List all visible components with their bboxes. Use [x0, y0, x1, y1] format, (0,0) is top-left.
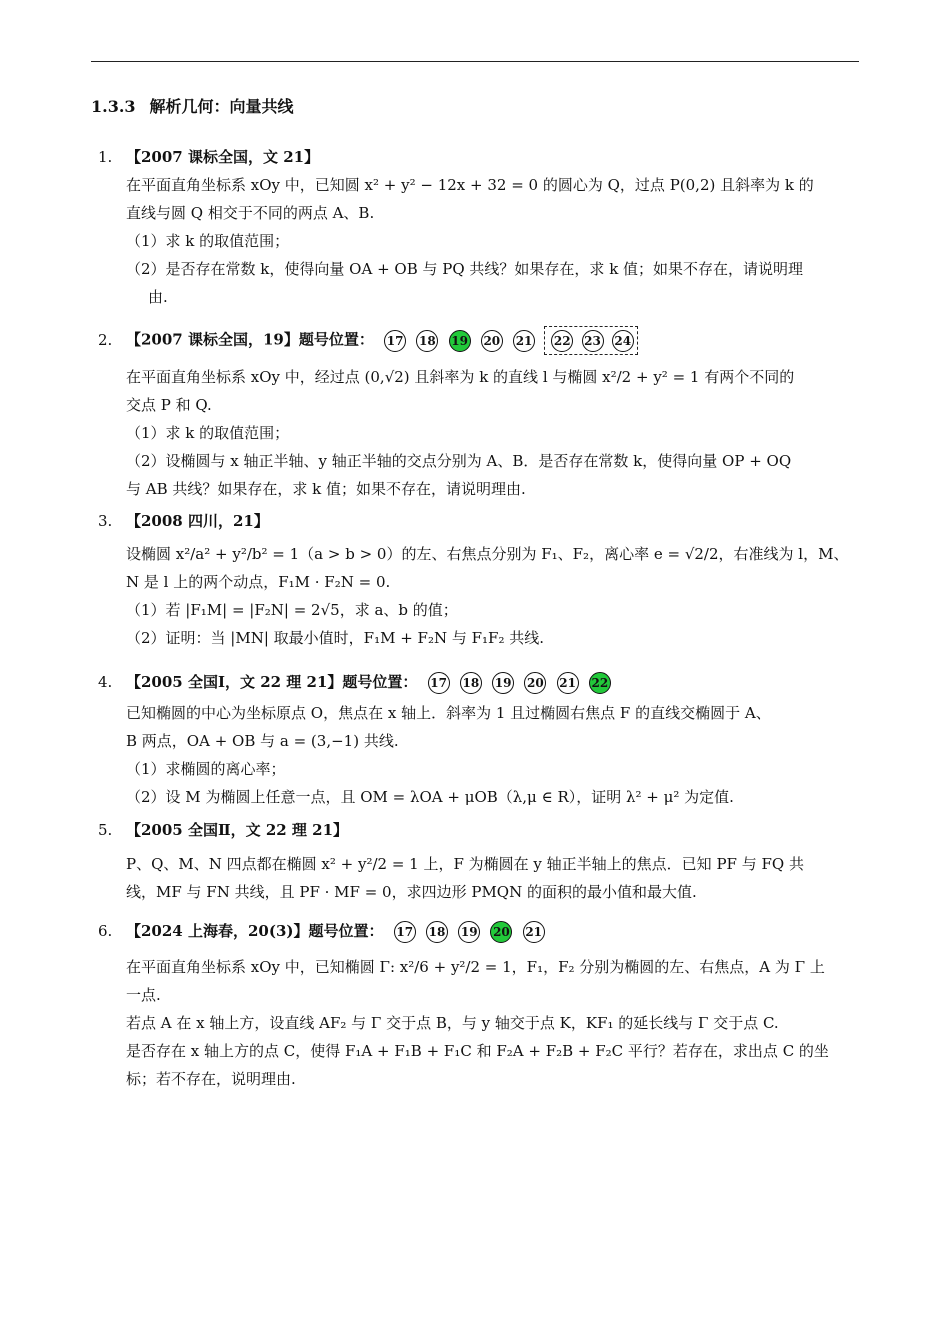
position-label: 题号位置：	[298, 330, 374, 349]
problem-number: 1.	[98, 148, 113, 166]
problem-line: 线，MF 与 FN 共线，且 PF · MF = 0，求四边形 PMQN 的面积的最小值和最大值.	[126, 883, 697, 901]
problem-number: 4.	[98, 673, 113, 691]
position-circle-18: 18	[460, 672, 482, 694]
problem-line: 由.	[148, 288, 168, 306]
problem-line: （2）是否存在常数 k，使得向量 OA + OB 与 PQ 共线？如果存在，求 k 值；如果不存在，请说明理	[126, 260, 804, 278]
problem-line: 在平面直角坐标系 xOy 中，经过点 (0,√2) 且斜率为 k 的直线 l 与椭圆 x²/2 + y² = 1 有两个不同的	[126, 368, 795, 386]
position-circle-17: 17	[394, 921, 416, 943]
problem-5-body	[126, 850, 862, 906]
problem-4-body	[126, 699, 862, 811]
problem-6-body	[126, 953, 862, 1093]
problem-line: 直线与圆 Q 相交于不同的两点 A、B.	[126, 204, 375, 222]
problem-number: 6.	[98, 922, 113, 940]
position-circle-21: 21	[513, 330, 535, 352]
problem-tag: 【2005 全国Ⅰ，文 22 理 21】	[126, 673, 343, 691]
section-number: 1.3.3	[91, 97, 136, 116]
problem-1-header	[98, 146, 319, 168]
problem-tag: 【2024 上海春，20(3)】	[126, 922, 309, 940]
problem-line: 是否存在 x 轴上方的点 C，使得 F₁A + F₁B + F₁C 和 F₂A + F₂B + F₂C 平行？若存在，求出点 C 的坐	[126, 1042, 829, 1060]
position-circle-19: 19	[458, 921, 480, 943]
problem-tag: 【2008 四川，21】	[126, 512, 269, 530]
position-circle-17: 17	[384, 330, 406, 352]
position-circle-21: 21	[523, 921, 545, 943]
problem-tag: 【2007 课标全国，19】	[126, 330, 299, 349]
problem-number: 5.	[98, 821, 113, 839]
problem-line: P、Q、M、N 四点都在椭圆 x² + y²/2 = 1 上，F 为椭圆在 y 轴正半轴上的焦点．已知 PF 与 FQ 共	[126, 855, 804, 873]
problem-line: （2）证明：当 |MN| 取最小值时，F₁M + F₂N 与 F₁F₂ 共线.	[126, 629, 545, 647]
position-circle-24: 24	[612, 330, 634, 352]
problem-6-header	[98, 920, 545, 943]
section-heading: 解析几何：向量共线	[149, 97, 294, 116]
problem-line: 一点.	[126, 986, 161, 1004]
position-circle-18: 18	[416, 330, 438, 352]
problem-line: （1）求 k 的取值范围；	[126, 232, 290, 250]
problem-line: 与 AB 共线？如果存在，求 k 值；如果不存在，请说明理由.	[126, 480, 526, 498]
problem-tag: 【2007 课标全国，文 21】	[126, 148, 320, 166]
problem-number: 2.	[98, 330, 113, 349]
problem-line: 若点 A 在 x 轴上方，设直线 AF₂ 与 Γ 交于点 B，与 y 轴交于点 K，KF₁ 的延长线与 Γ 交于点 C.	[126, 1014, 779, 1032]
problem-line: 已知椭圆的中心为坐标原点 O，焦点在 x 轴上．斜率为 1 且过椭圆右焦点 F 的直线交椭圆于 A、	[126, 704, 771, 722]
problem-line: 设椭圆 x²/a² + y²/b² = 1（a > b > 0）的左、右焦点分别为 F₁、F₂，离心率 e = √2/2，右准线为 l，M、	[126, 545, 849, 563]
problem-line: （2）设 M 为椭圆上任意一点，且 OM = λOA + μOB（λ,μ ∈ R），证明 λ² + μ² 为定值.	[126, 788, 734, 806]
position-circle-17: 17	[428, 672, 450, 694]
section-title	[91, 94, 308, 117]
position-label: 题号位置：	[342, 673, 418, 691]
problem-3-body	[126, 540, 862, 652]
problem-5-header	[98, 819, 348, 841]
position-circle-20-highlighted: 20	[490, 921, 512, 943]
problem-2-header	[98, 326, 638, 355]
position-circle-22-highlighted: 22	[589, 672, 611, 694]
problem-3-header	[98, 510, 269, 532]
problem-line: 在平面直角坐标系 xOy 中，已知圆 x² + y² − 12x + 32 = 0 的圆心为 Q，过点 P(0,2) 且斜率为 k 的	[126, 176, 814, 194]
problem-line: （1）求椭圆的离心率；	[126, 760, 286, 778]
position-label: 题号位置：	[308, 922, 384, 940]
position-circle-22: 22	[551, 330, 573, 352]
header-rule	[91, 61, 859, 62]
position-circle-19: 19	[492, 672, 514, 694]
problem-line: B 两点，OA + OB 与 a = (3,−1) 共线.	[126, 732, 399, 750]
problem-1-body	[126, 171, 862, 311]
position-circle-21: 21	[557, 672, 579, 694]
problem-line: N 是 l 上的两个动点，F₁M · F₂N = 0.	[126, 573, 391, 591]
dashed-position-box	[544, 326, 637, 355]
position-circle-23: 23	[582, 330, 604, 352]
problem-line: （1）求 k 的取值范围；	[126, 424, 290, 442]
position-circle-18: 18	[426, 921, 448, 943]
problem-line: 交点 P 和 Q.	[126, 396, 212, 414]
problem-line: （2）设椭圆与 x 轴正半轴、y 轴正半轴的交点分别为 A、B．是否存在常数 k，使得向量 OP + OQ	[126, 452, 792, 470]
position-circle-20: 20	[481, 330, 503, 352]
position-circle-20: 20	[524, 672, 546, 694]
problem-tag: 【2005 全国Ⅱ，文 22 理 21】	[126, 821, 349, 839]
problem-number: 3.	[98, 512, 113, 530]
problem-2-body	[126, 363, 862, 503]
problem-line: 在平面直角坐标系 xOy 中，已知椭圆 Γ: x²/6 + y²/2 = 1，F₁，F₂ 分别为椭圆的左、右焦点，A 为 Γ 上	[126, 958, 825, 976]
position-circle-19-highlighted: 19	[449, 330, 471, 352]
problem-4-header	[98, 671, 611, 694]
problem-line: 标；若不存在，说明理由.	[126, 1070, 296, 1088]
problem-line: （1）若 |F₁M| = |F₂N| = 2√5，求 a、b 的值；	[126, 601, 458, 619]
